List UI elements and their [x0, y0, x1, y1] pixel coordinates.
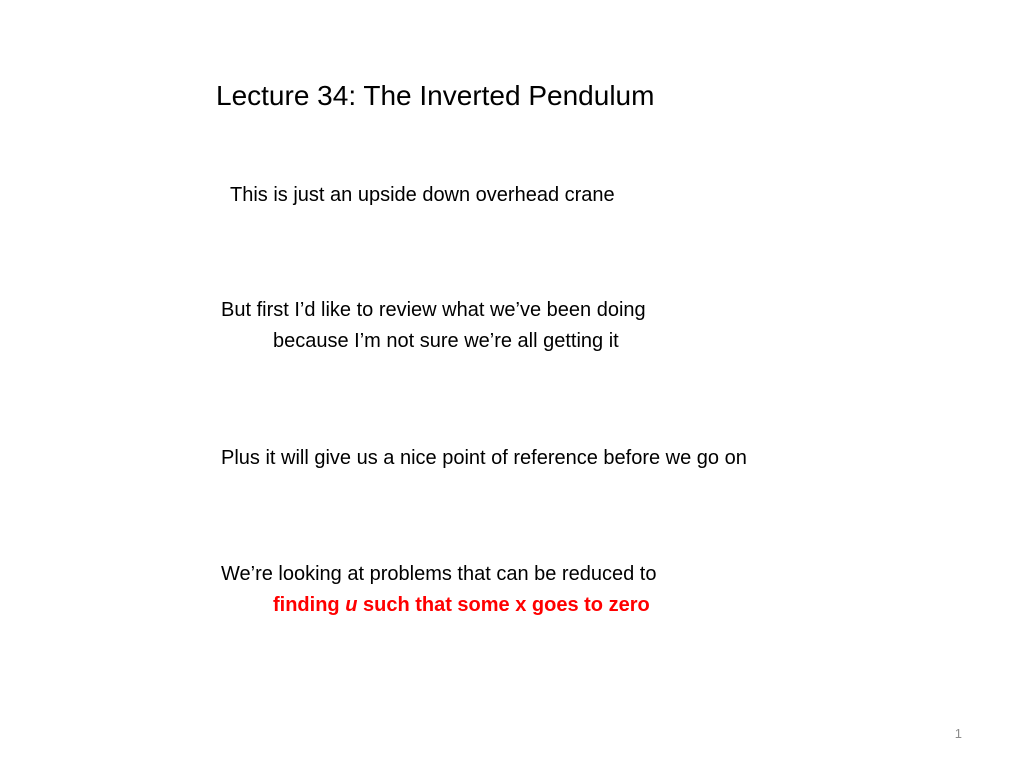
text-line-problems: We’re looking at problems that can be reduced to — [221, 563, 657, 585]
highlight-variable: u — [345, 594, 358, 616]
text-line-review-2: because I’m not sure we’re all getting it — [273, 330, 619, 352]
slide-title: Lecture 34: The Inverted Pendulum — [216, 80, 655, 111]
highlight-part-1: finding — [273, 594, 346, 616]
text-line-crane: This is just an upside down overhead crane — [230, 184, 615, 206]
highlight-line — [273, 590, 650, 621]
text-line-reference: Plus it will give us a nice point of reference before we go on — [221, 447, 747, 469]
highlight-part-2: such that some x goes to zero — [357, 594, 650, 616]
page-number: 1 — [954, 726, 962, 741]
text-line-review-1: But first I’d like to review what we’ve been doing — [221, 299, 646, 321]
